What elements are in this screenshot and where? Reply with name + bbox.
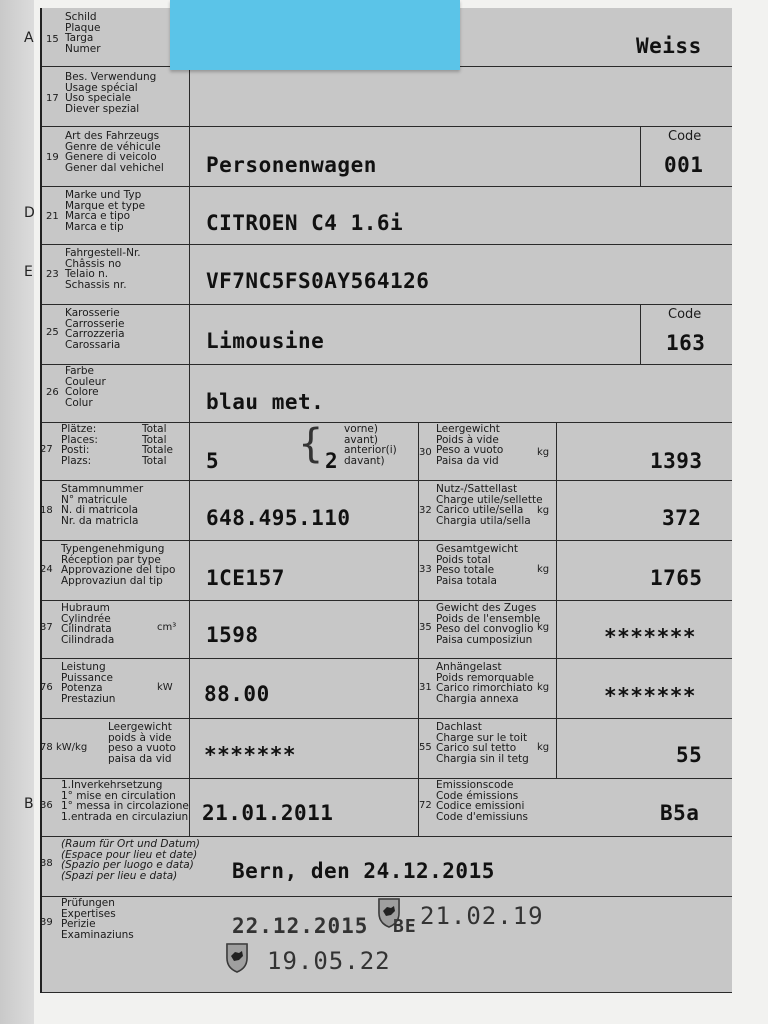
master-number-value: 648.495.110: [206, 506, 351, 530]
side-letter-a: A: [24, 30, 34, 46]
seats-total-value: 5: [206, 449, 220, 473]
trailer-load-value: *******: [604, 684, 697, 708]
type-approval-value: 1CE157: [206, 566, 285, 590]
field-number: 30: [419, 447, 432, 458]
field-number: 32: [419, 505, 432, 516]
bern-crest-icon: [224, 940, 250, 974]
train-weight-value: *******: [604, 625, 697, 649]
inspection-stamp-3: 19.05.22: [267, 947, 391, 975]
unit-label: cm³: [157, 622, 177, 633]
field-label-first-registration: 1.Inverkehrsetzung 1° mise en circulation 1° messa in circolazione 1.entrada en circulaziun: [61, 779, 189, 823]
field-number: 23: [46, 269, 59, 280]
empty-weight-value: 1393: [650, 449, 703, 473]
field-number: 33: [419, 564, 432, 575]
body-code: 163: [666, 331, 706, 355]
vehicle-kind-value: Personenwagen: [206, 153, 377, 177]
field-label-displacement: Hubraum Cylindrée Cilindrata Cilindrada: [61, 602, 115, 646]
unit-label: kg: [537, 447, 550, 458]
field-number: 55: [419, 742, 432, 753]
field-number: 76: [40, 682, 53, 693]
unit-label: kg: [537, 622, 550, 633]
field-number: 21: [46, 211, 59, 222]
field-label-empty-weight: Leergewicht Poids à vide Peso a vuoto Paisa da vid: [436, 423, 504, 467]
code-label: Code: [668, 307, 702, 322]
inspection-stamp-1: 22.12.2015: [232, 914, 369, 938]
code-label: Code: [668, 129, 702, 144]
payload-value: 372: [662, 506, 702, 530]
side-letter-b: B: [24, 796, 34, 812]
field-number: 25: [46, 327, 59, 338]
field-label-power: Leistung Puissance Potenza Prestaziun: [61, 661, 116, 705]
vehicle-kind-code: 001: [664, 153, 704, 177]
seats-front-labels: vorne) avant) anterior(i) davant): [344, 423, 397, 467]
unit-label: kg: [537, 564, 550, 575]
field-number: 39: [40, 917, 53, 928]
field-number: 78: [40, 742, 53, 753]
field-label-roof-load: Dachlast Charge sur le toit Carico sul tetto Chargia sin il tetg: [436, 721, 529, 765]
field-label-trailer-load: Anhängelast Poids remorquable Carico rimorchiato Chargia annexa: [436, 661, 534, 705]
power-value: 88.00: [204, 682, 270, 706]
side-letter-e: E: [24, 264, 33, 280]
field-label-type-approval: Typengenehmigung Réception par type Approvazione del tipo Approvaziun dal tip: [61, 543, 176, 587]
roof-load-value: 55: [676, 743, 703, 767]
field-number: 15: [46, 34, 59, 45]
field-label-plate: Schild Plaque Targa Numer: [65, 11, 101, 55]
field-number: 18: [40, 505, 53, 516]
inspection-stamp-2: 21.02.19: [420, 902, 544, 930]
bracket-icon: {: [298, 421, 324, 467]
page-edge-shadow: [0, 0, 34, 1024]
field-label-colour: Farbe Couleur Colore Colur: [65, 365, 106, 409]
unit-label: kW: [157, 682, 173, 693]
field-number: 35: [419, 622, 432, 633]
make-type-value: CITROEN C4 1.6i: [206, 211, 404, 235]
field-number: 36: [40, 800, 53, 811]
field-number: 19: [46, 152, 59, 163]
sticky-note: [170, 0, 460, 70]
field-label-payload: Nutz-/Sattellast Charge utile/sellette Carico utile/sella Chargia utila/sella: [436, 483, 543, 527]
place-date-value: Bern, den 24.12.2015: [232, 859, 495, 883]
field-label-emission-code: Emissionscode Code émissions Codice emissioni Code d'emissiuns: [436, 779, 529, 823]
total-weight-value: 1765: [650, 566, 703, 590]
field-label-inspections: Prüfungen Expertises Perizie Examinaziuns: [61, 897, 134, 941]
field-label-power-weight: Leergewicht poids à vide peso a vuoto paisa da vid: [108, 721, 176, 765]
body-value: Limousine: [206, 329, 325, 353]
field-label-total-weight: Gesamtgewicht Poids total Peso totale Paisa totala: [436, 543, 519, 587]
field-number: 17: [46, 93, 59, 104]
field-number: 37: [40, 622, 53, 633]
colour-value: blau met.: [206, 390, 325, 414]
field-number: 24: [40, 564, 53, 575]
displacement-value: 1598: [206, 623, 259, 647]
side-letter-d: D: [24, 205, 35, 221]
field-label-body: Karosserie Carrosserie Carrozzeria Carossaria: [65, 307, 125, 351]
plate-value: Weiss: [636, 34, 702, 58]
power-weight-value: *******: [204, 743, 297, 767]
unit-label: kg: [537, 742, 550, 753]
field-label-make-type: Marke und Typ Marque et type Marca e tipo Marca e tip: [65, 189, 146, 233]
field-label-vehicle-kind: Art des Fahrzeugs Genre de véhicule Genere di veicolo Gener dal vehichel: [65, 130, 164, 174]
field-label-special-use: Bes. Verwendung Usage spécial Uso speciale Diever spezial: [65, 71, 157, 115]
bern-crest-icon: [376, 895, 402, 929]
seats-front-value: 2: [325, 449, 339, 473]
field-label-place-date: (Raum für Ort und Datum) (Espace pour lieu et date) (Spazio per luogo e data) (Spazi per lieu e data): [61, 838, 201, 882]
first-registration-value: 21.01.2011: [202, 801, 334, 825]
inspection-stamp-1-suffix: BE: [393, 916, 417, 937]
field-label-seats: Plätze: Places: Posti: Plazs:: [61, 423, 98, 467]
field-number: 72: [419, 800, 432, 811]
field-number: 31: [419, 682, 432, 693]
unit-label: kg: [537, 505, 550, 516]
unit-label: kW/kg: [56, 742, 88, 753]
chassis-value: VF7NC5FS0AY564126: [206, 269, 430, 293]
unit-label: kg: [537, 682, 550, 693]
field-number: 27: [40, 444, 53, 455]
emission-code-value: B5a: [660, 801, 700, 825]
field-label-master-number: Stammnummer N° matricule N. di matricola Nr. da matricla: [61, 483, 144, 527]
field-number: 26: [46, 387, 59, 398]
field-label-chassis: Fahrgestell-Nr. Châssis no Telaio n. Schassis nr.: [65, 247, 141, 291]
seats-total-labels: Total Total Totale Total: [142, 423, 173, 467]
field-number: 38: [40, 858, 53, 869]
field-label-train-weight: Gewicht des Zuges Poids de l'ensemble Peso del convoglio Paisa cumposiziun: [436, 602, 541, 646]
